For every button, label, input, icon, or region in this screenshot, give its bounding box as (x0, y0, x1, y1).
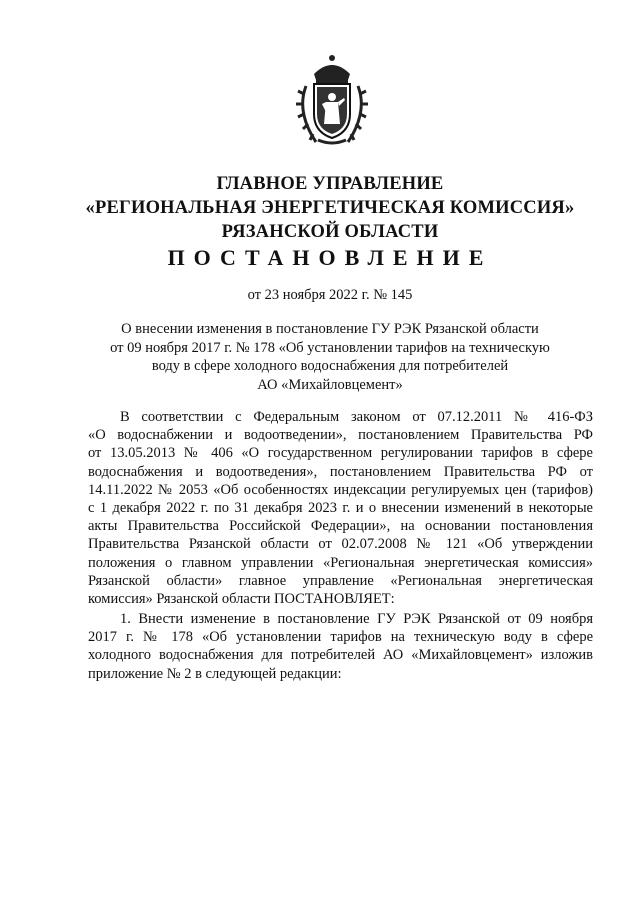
text-line: акты Правительства Российской Федерации», на основании постановления (88, 518, 593, 535)
text-line: положения о главном управлении «Региональная энергетическая комиссия» (88, 554, 593, 571)
org-line-2: «РЕГИОНАЛЬНАЯ ЭНЕРГЕТИЧЕСКАЯ КОМИССИЯ» (85, 198, 575, 218)
document-type-title: ПОСТАНОВЛЕНИЕ (167, 245, 493, 270)
subject-line: от 09 ноября 2017 г. № 178 «Об установлении тарифов на техническую (110, 339, 550, 356)
subject-line: воду в сфере холодного водоснабжения для потребителей (151, 358, 509, 374)
organization-name (60, 172, 600, 244)
subject-line: О внесении изменения в постановление ГУ РЭК Рязанской области (121, 321, 539, 337)
coat-of-arms-emblem (292, 52, 372, 148)
org-line-3: РЯЗАНСКОЙ ОБЛАСТИ (221, 222, 439, 242)
org-line-1: ГЛАВНОЕ УПРАВЛЕНИЕ (216, 174, 444, 194)
text-line: с 1 декабря 2022 г. по 31 декабря 2023 г. и о внесении изменений в некоторые (88, 500, 593, 517)
text-line: В соответствии с Федеральным законом от 07.12.2011 № 416-ФЗ (120, 409, 593, 425)
clause-1-paragraph (88, 610, 593, 683)
text-line: от 13.05.2013 № 406 «О государственном регулировании тарифов в сфере (88, 445, 593, 462)
document-subject (60, 320, 600, 394)
document-date-number: от 23 ноября 2022 г. № 145 (247, 287, 413, 303)
text-line: водоснабжения и водоотведения», постановлением Правительства РФ от (88, 463, 593, 480)
preamble-paragraph (88, 408, 593, 608)
text-line: Рязанской области» главное управление «Региональная энергетическая (88, 572, 593, 589)
text-line: комиссия» Рязанской области ПОСТАНОВЛЯЕТ: (88, 591, 395, 608)
text-line: 1. Внести изменение в постановление ГУ РЭК Рязанской от 09 ноября (120, 611, 593, 627)
text-line: 2017 г. № 178 «Об установлении тарифов на техническую воду в сфере (88, 629, 593, 646)
text-line: холодного водоснабжения для потребителей АО «Михайловцемент» изложив (88, 647, 593, 664)
subject-line: АО «Михайловцемент» (257, 376, 403, 393)
text-line: «О водоснабжении и водоотведении», постановлением Правительства РФ (88, 427, 593, 444)
text-line: 14.11.2022 № 2053 «Об особенностях индексации регулируемых цен (тарифов) (88, 481, 593, 498)
text-line: приложение № 2 в следующей редакции: (88, 665, 342, 682)
text-line: Правительства Рязанской области от 02.07.2008 № 121 «Об утверждении (88, 536, 593, 553)
